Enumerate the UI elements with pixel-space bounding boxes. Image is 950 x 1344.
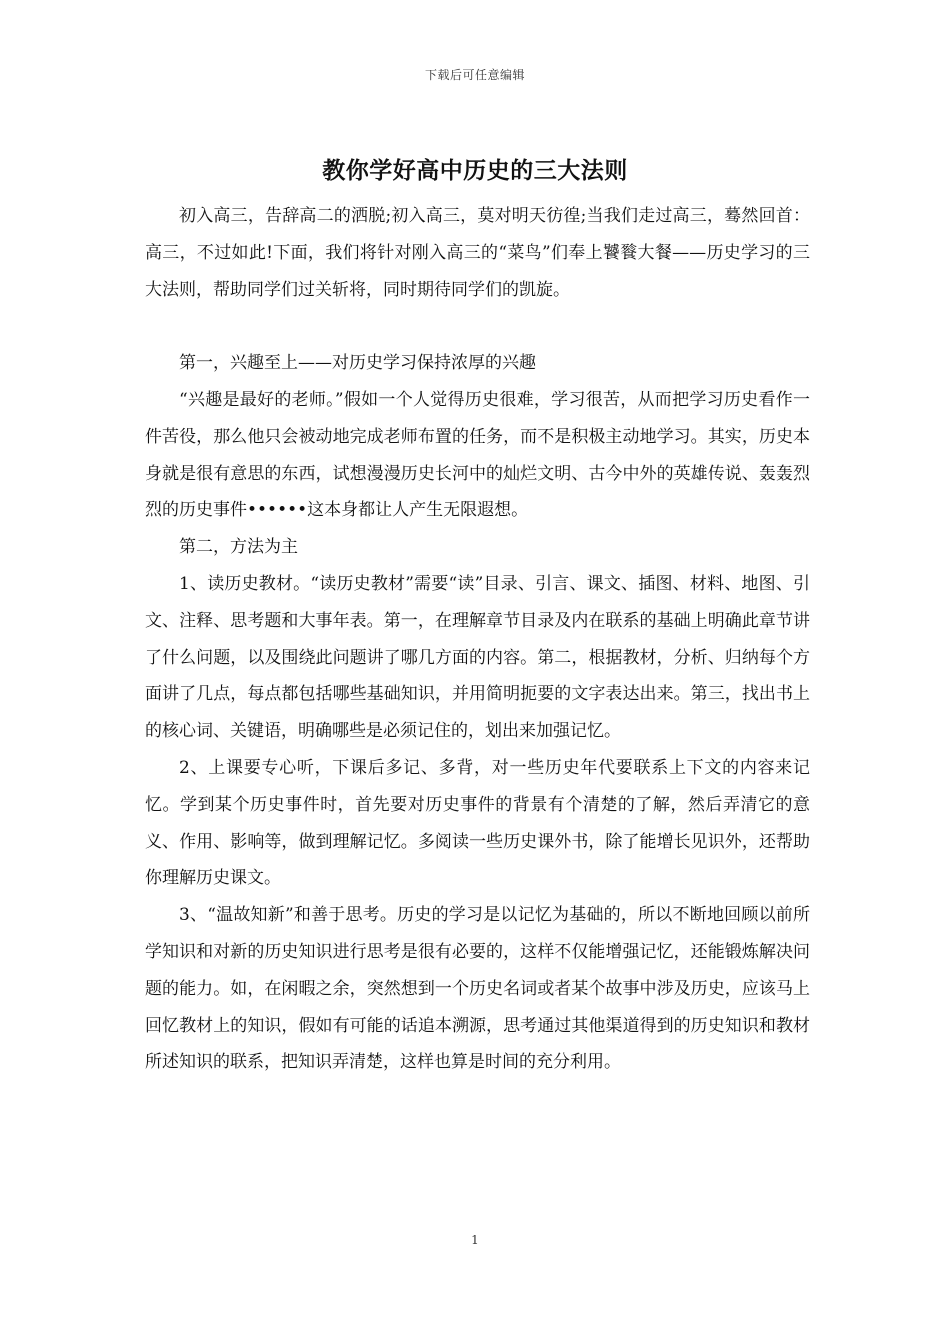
- paragraph-method-3: 3、“温故知新”和善于思考。历史的学习是以记忆为基础的，所以不断地回顾以前所学知识和对新的历史知识进行思考是很有必要的，这样不仅能增强记忆，还能锻炼解决问题的能力。如，在闲暇之余，突然想到一个历史名词或者某个故事中涉及历史，应该马上回忆教材上的知识，假如有可能的话追本溯源，思考通过其他渠道得到的历史知识和教材所述知识的联系，把知识弄清楚，这样也算是时间的充分利用。: [145, 905, 810, 1073]
- paragraph-interest: “兴趣是最好的老师。”假如一个人觉得历史很难，学习很苦，从而把学习历史看作一件苦役，那么他只会被动地完成老师布置的任务，而不是积极主动地学习。其实，历史本身就是很有意思的东西，试想漫漫历史长河中的灿烂文明、古今中外的英雄传说、轰轰烈烈的历史事件••••••这本身都让人产生无限遐想。: [145, 389, 810, 521]
- document-body: [145, 198, 810, 1081]
- paragraph-rule-two-heading: 第二，方法为主: [179, 537, 298, 558]
- paragraph-intro: 初入高三，告辞高二的洒脱;初入高三，莫对明天彷徨;当我们走过高三，蓦然回首：高三，不过如此!下面，我们将针对刚入高三的“菜鸟”们奉上饕餮大餐——历史学习的三大法则，帮助同学们过关斩将，同时期待同学们的凯旋。: [145, 206, 810, 300]
- paragraph-rule-one-heading: 第一，兴趣至上——对历史学习保持浓厚的兴趣: [179, 353, 536, 374]
- paragraph-spacer: [145, 308, 810, 345]
- document-title: 教你学好高中历史的三大法则: [322, 157, 628, 184]
- paragraph-method-2: 2、上课要专心听，下课后多记、多背，对一些历史年代要联系上下文的内容来记忆。学到某个历史事件时，首先要对历史事件的背景有个清楚的了解，然后弄清它的意义、作用、影响等，做到理解记忆。多阅读一些历史课外书，除了能增长见识外，还帮助你理解历史课文。: [145, 757, 810, 889]
- page-header: 下载后可任意编辑: [424, 68, 525, 82]
- paragraph-method-1: 1、读历史教材。“读历史教材”需要“读”目录、引言、课文、插图、材料、地图、引文、注释、思考题和大事年表。第一，在理解章节目录及内在联系的基础上明确此章节讲了什么问题，以及围绕此问题讲了哪几方面的内容。第二，根据教材，分析、归纳每个方面讲了几点，每点都包括哪些基础知识，并用简明扼要的文字表达出来。第三，找出书上的核心词、关键语，明确哪些是必须记住的，划出来加强记忆。: [145, 573, 810, 742]
- page-number: 1: [471, 1233, 479, 1247]
